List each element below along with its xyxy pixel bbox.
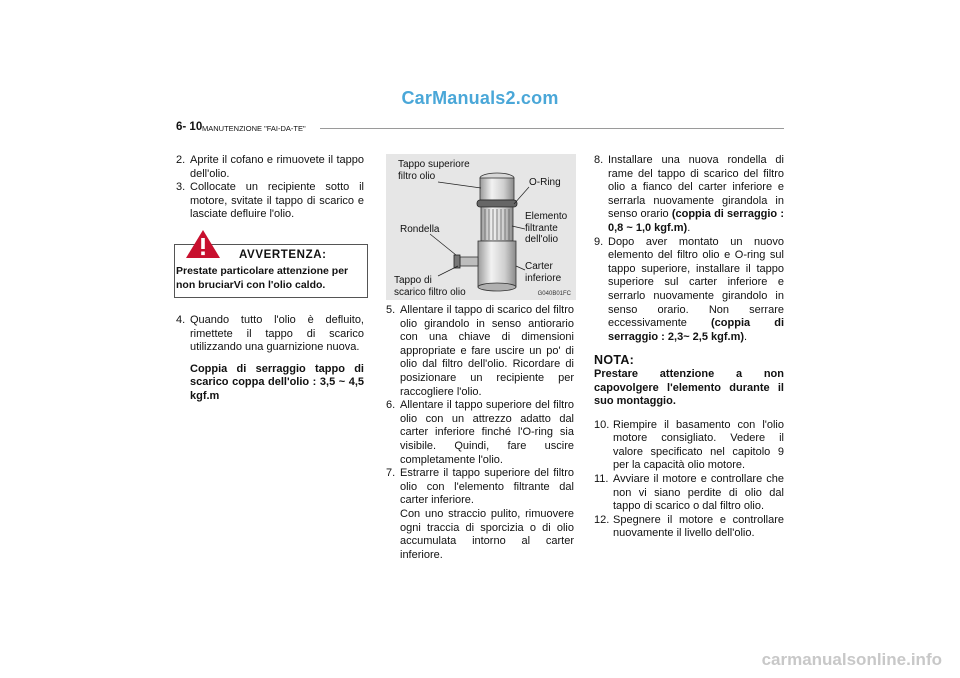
step-text: Estrarre il tappo superiore del filtro olio con l'elemento filtrante dal carter inferiore. <box>400 467 574 507</box>
label-rondella: Rondella <box>400 224 440 235</box>
step-number: 9. <box>594 235 604 248</box>
label-drain-plug: Tappo di scarico filtro olio <box>394 275 466 298</box>
step-number: 3. <box>176 181 186 194</box>
warning-box <box>174 244 368 298</box>
step-9: 9. Dopo aver montato un nuovo elemento del filtro olio e O-ring sul tappo superiore, installare il tappo superiore sul carter inferiore e serrarlo nuovamente girandolo in senso orario. Non serrare eccessivamente (coppia di serraggio : 2,3~ 2,5 kgf.m). <box>594 235 784 343</box>
step-text: Collocate un recipiente sotto il motore, svitate il tappo di scarico e lasciate defluire l'olio. <box>190 181 364 221</box>
step-number: 12. <box>594 513 610 526</box>
nota-title: NOTA: <box>594 353 635 368</box>
oil-filter-figure <box>386 154 576 300</box>
torque-spec <box>176 363 364 404</box>
step-2 <box>176 154 364 181</box>
step-text: Allentare il tappo superiore del filtro olio con un attrezzo adatto dal carter inferiore finché l'O-ring sia visibile. Quindi, fare uscire completamente l'olio. <box>400 399 574 466</box>
section-title: MANUTENZIONE "FAI-DA-TE" <box>202 124 306 133</box>
step-8: 8. Installare una nuova rondella di rame del tappo di scarico del filtro olio a fianco del carter inferiore e serrarla nuovamente girandola in senso orario (coppia di serraggio : 0,8 ~ 1,0 kgf.m). <box>594 154 784 234</box>
step-number: 10. <box>594 418 610 431</box>
step-11 <box>594 473 784 514</box>
step-text: Spegnere il motore e controllare nuovamente il livello dell'olio. <box>613 513 784 540</box>
step-text: Avviare il motore e controllare che non vi siano perdite di olio dal tappo di scarico o dal filtro olio. <box>613 473 784 513</box>
step-text: Allentare il tappo di scarico del filtro olio girandolo in senso antiorario con una chiave di dimensioni appropriate e fare uscire un po' di olio dal filtro dell'olio. Ricordare di posizionare un recipiente per raccogliere l'olio. <box>400 304 574 398</box>
exclamation-triangle-icon <box>185 229 221 259</box>
step-text: Riempire il basamento con l'olio motore consigliato. Vedere il valore specificato nel capitolo 9 per la capacità olio motore. <box>613 418 784 472</box>
step-12 <box>594 514 784 541</box>
step-5 <box>386 304 574 399</box>
torque-text: Coppia di serraggio tappo di scarico coppa dell'olio : 3,5 ~ 4,5 kgf.m <box>190 362 364 402</box>
label-o-ring: O-Ring <box>529 177 561 188</box>
label-carter: Carter inferiore <box>525 261 562 284</box>
step-4 <box>176 314 364 355</box>
torque-inline: (coppia di serraggio : 0,8 ~ 1,0 kgf.m) <box>608 208 784 234</box>
left-column-lower <box>176 314 364 404</box>
step-6 <box>386 399 574 467</box>
step-number: 2. <box>176 154 186 166</box>
step-number: 7. <box>386 467 396 480</box>
step-number: 5. <box>386 304 396 316</box>
step-text: Installare una nuova rondella di rame del tappo di scarico del filtro olio a fianco del carter inferiore e serrarla nuovamente girandola in senso orario <box>608 154 784 221</box>
left-column <box>176 154 364 222</box>
warning-text: Prestate particolare attenzione per non bruciarVi con l'olio caldo. <box>176 265 349 291</box>
label-top-cap: Tappo superiore filtro olio <box>398 159 470 182</box>
step-number: 4. <box>176 314 186 326</box>
step-text: Dopo aver montato un nuovo elemento del filtro olio e O-ring sul tappo superiore, installare il tappo superiore sul carter inferiore e serrarlo nuovamente girandolo in senso orario. Non serrare eccessivamente <box>608 235 784 330</box>
step-3 <box>176 181 364 222</box>
step-number: 11. <box>594 473 609 486</box>
step-text: Quando tutto l'olio è defluito, rimettete il tappo di scarico utilizzando una guarnizione nuova. <box>190 314 364 354</box>
torque-inline: (coppia di serraggio : 2,3~ 2,5 kgf.m) <box>608 317 784 343</box>
label-element: Elemento filtrante dell'olio <box>525 211 568 245</box>
watermark-bottom: carmanualsonline.info <box>761 650 942 669</box>
page-number: 6- 10 <box>176 121 203 133</box>
right-column <box>594 154 784 541</box>
step-number: 8. <box>594 154 604 166</box>
header-rule <box>320 128 784 129</box>
step-number: 6. <box>386 399 396 412</box>
watermark-top: CarManuals2.com <box>401 88 559 108</box>
nota-text: Prestare attenzione a non capovolgere l'elemento durante il suo montaggio. <box>594 367 784 408</box>
figure-code: G040B01FC <box>537 291 571 297</box>
step-7 <box>386 467 574 562</box>
step-text-cont: Con uno straccio pulito, rimuovere ogni traccia di sporcizia o di olio accumulata intorno al carter inferiore. <box>400 507 574 561</box>
step-10 <box>594 419 784 473</box>
step-text: Aprite il cofano e rimuovete il tappo dell'olio. <box>190 154 364 180</box>
middle-column <box>386 304 574 562</box>
warning-title: AVVERTENZA: <box>239 249 327 261</box>
